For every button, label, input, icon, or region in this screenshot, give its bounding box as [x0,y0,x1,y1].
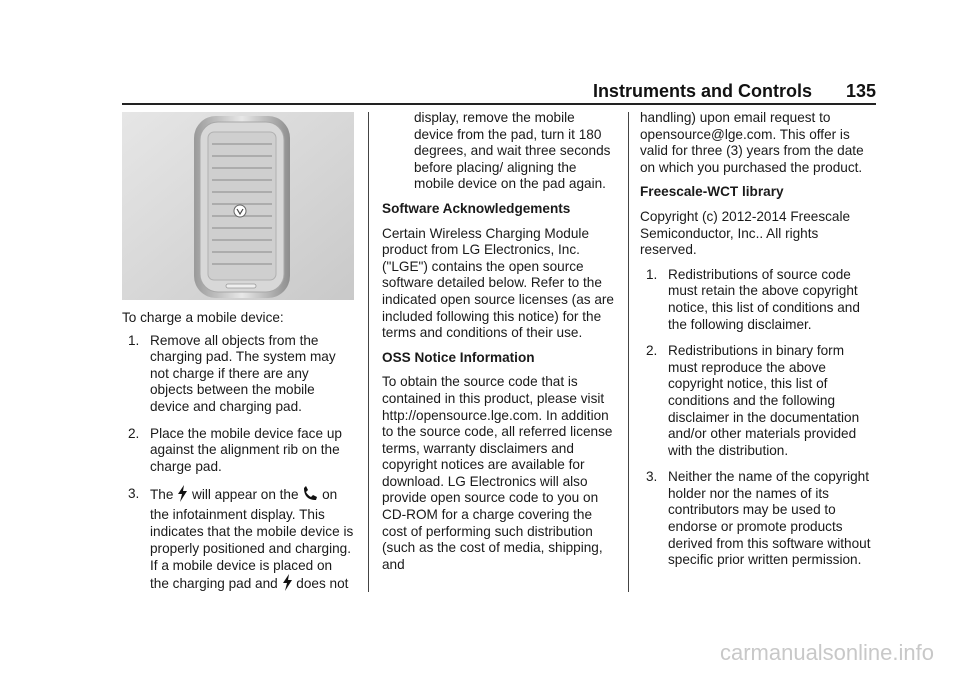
oss-continuation: handling) upon email request to opensource@lge.com. This offer is valid for three (3) years from the date on which you purchased the product. [640,110,864,175]
oss-paragraph: To obtain the source code that is contained in this product, please visit http://opensource.lge.com. In addition to the source code, all referred license terms, warranty disclaimers and copyright notices are available for download. LG Electronics will also provide open source code to you on CD-ROM for a charge covering the cost of performing such distribution (such as the cost of media, shipping, and [382,374,613,572]
step-continuation: display, remove the mobile device from the pad, turn it 180 degrees, and wait three seconds before placing/ aligning the mobile device on the pad again. [414,110,611,192]
column-2 [382,110,614,581]
list-item: 2. Place the mobile device face up against the alignment rib on the charge pad. [128,425,342,474]
list-item: 1. Remove all objects from the charging pad. The system may not charge if there are any objects between the mobile device and charging pad. [128,332,336,414]
heading-freescale-library: Freescale-WCT library [640,184,784,200]
column-divider [368,112,369,592]
header-rule [122,103,876,105]
list-item: 3. The will appear on the on the infotainment display. This indicates that the mobile device is properly positioned and charging. If a mobile device is placed on the charging pad and does not [122,485,354,595]
list-item: 2. Redistributions in binary form must reproduce the above copyright notice, this list of conditions and the following disclaimer in the documentation and/or other materials provided with the distribution. [646,343,860,458]
step-list [122,333,354,596]
heading-software-acknowledgements: Software Acknowledgements [382,200,571,216]
page-number: 135 [845,81,876,101]
intro-text: To charge a mobile device: [122,310,284,325]
list-item: 1. Redistributions of source code must retain the above copyright notice, this list of conditions and the following disclaimer. [646,266,860,332]
list-item: 3. Neither the name of the copyright holder nor the names of its contributors may be used to endorse or promote products derived from this software without specific prior written permission. [646,469,871,568]
column-divider [628,112,629,592]
heading-oss-notice: OSS Notice Information [382,349,535,365]
section-title: Instruments and Controls [592,81,812,101]
page-header [122,81,876,103]
phone-handset-icon [302,485,318,506]
charging-pad-photo [122,112,354,300]
watermark: carmanualsonline.info [719,640,934,665]
column-1 [122,310,354,605]
column-3 [640,110,876,579]
lightning-bolt-icon [282,574,293,595]
lightning-bolt-icon [177,485,188,506]
acknowledgement-paragraph: Certain Wireless Charging Module product from LG Electronics, Inc. ("LGE") contains the open source software detailed below. Refer to the indicated open source licenses (as are included following this notice) for the terms and conditions of their use. [382,225,614,341]
copyright-text: Copyright (c) 2012-2014 Freescale Semiconductor, Inc.. All rights reserved. [640,208,851,258]
license-conditions-list [640,267,876,569]
